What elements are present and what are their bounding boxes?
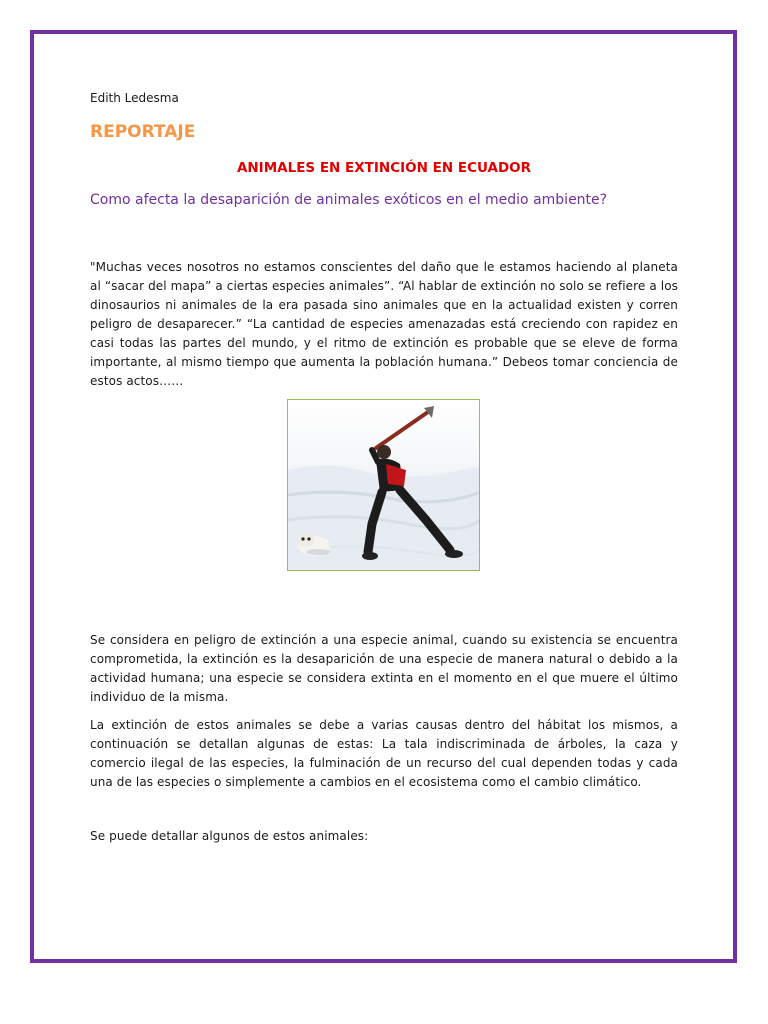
document-title: ANIMALES EN EXTINCIÓN EN ECUADOR	[236, 160, 532, 176]
seal-hunting-photo	[287, 399, 480, 571]
paragraph-list-intro: Se puede detallar algunos de estos animales:	[90, 829, 369, 843]
paragraph-definition: Se considera en peligro de extinción a una especie animal, cuando su existencia se encuentra comprometida, la extinción es la desaparición de una especie de manera natural o debido a la actividad humana; una especie se considera extinta en el momento en el que muere el último individuo de la misma.	[90, 633, 678, 704]
paragraph-intro: "Muchas veces nosotros no estamos conscientes del daño que le estamos haciendo al planeta al “sacar del mapa” a ciertas especies animales”. “Al hablar de extinción no solo se refiere a los dinosaurios ni animales de la era pasada sino animales que en la actualidad existen y corren peligro de desaparecer.” “La cantidad de especies amenazadas está creciendo con rapidez en casi todas las partes del mundo, y el ritmo de extinción es probable que se eleve de forma importante, al mismo tiempo que aumenta la población humana.” Debeos tomar conciencia de estos actos……	[90, 260, 678, 388]
section-label: REPORTAJE	[90, 122, 196, 142]
paragraph-causes: La extinción de estos animales se debe a varias causas dentro del hábitat los mismos, a continuación se detallan algunas de estas: La tala indiscriminada de árboles, la caza y comercio ilegal de las especies, la fulminación de un recurso del cual dependen todas y cada una de las especies o simplemente a cambios en el ecosistema como el cambio climático.	[90, 718, 678, 789]
author-name: Edith Ledesma	[90, 91, 179, 105]
document-subtitle: Como afecta la desaparición de animales exóticos en el medio ambiente?	[90, 192, 608, 208]
